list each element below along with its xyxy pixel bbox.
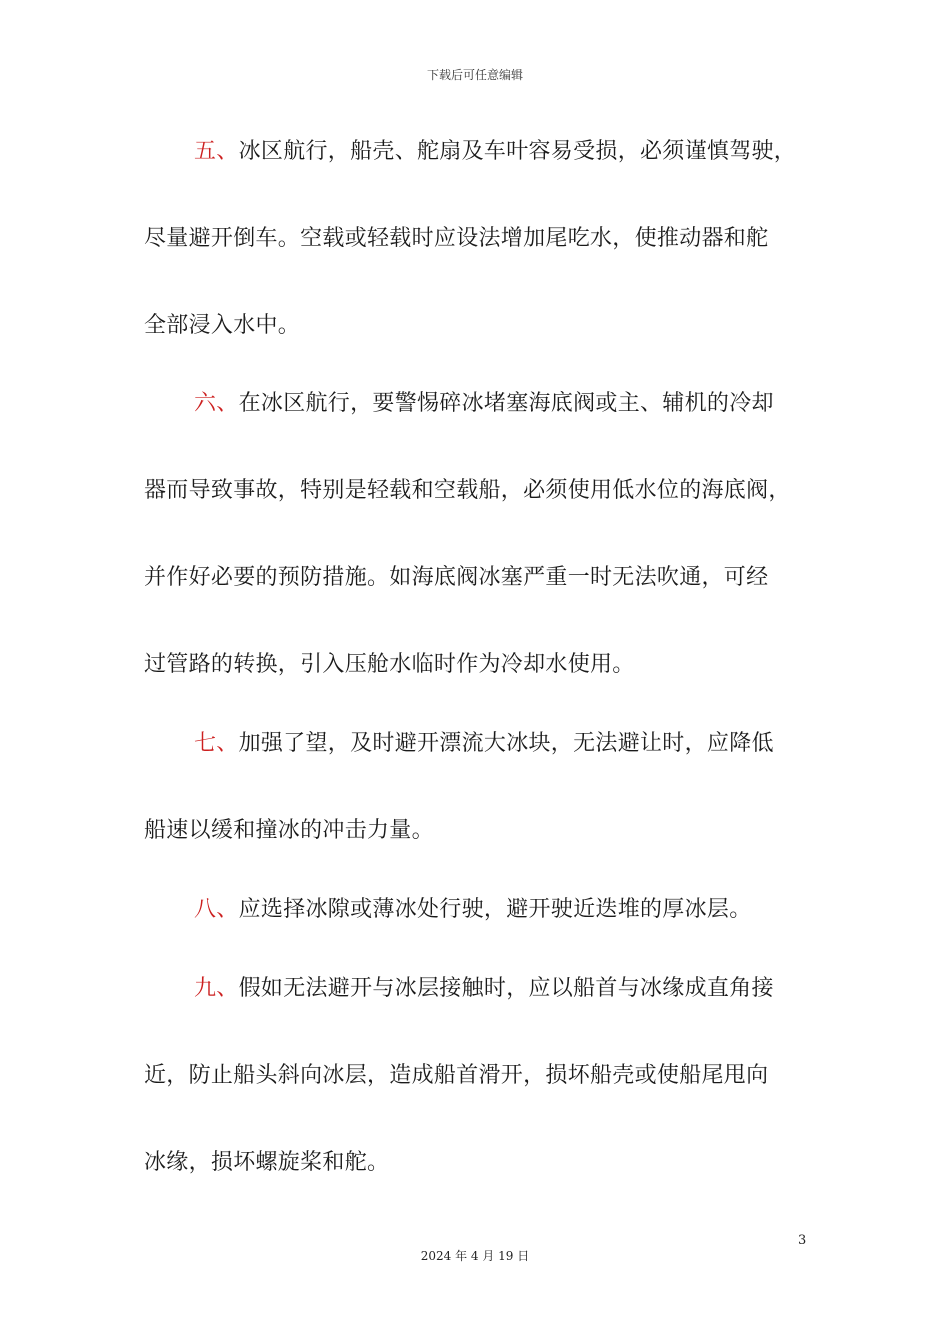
paragraph-7-line-1	[194, 722, 774, 766]
paragraph-6-line-1	[194, 382, 774, 426]
paragraph-number: 七、	[194, 731, 239, 756]
paragraph-5-line-3: 全部浸入水中。	[144, 313, 301, 338]
page-footer-date: 2024 年 4 月 19 日	[420, 1249, 530, 1263]
paragraph-5-line-1	[194, 130, 796, 174]
paragraph-9-line-2: 近，防止船头斜向冰层，造成船首滑开，损坏船壳或使船尾甩向	[144, 1063, 769, 1088]
paragraph-text: 假如无法避开与冰层接触时，应以船首与冰缘成直角接	[238, 976, 774, 1001]
paragraph-7-line-2: 船速以缓和撞冰的冲击力量。	[144, 818, 434, 843]
paragraph-8-line-1	[194, 888, 752, 932]
paragraph-6-line-3: 并作好必要的预防措施。如海底阀冰塞严重一时无法吹通，可经	[144, 565, 769, 590]
paragraph-number: 九、	[194, 976, 239, 1001]
paragraph-6-line-4: 过管路的转换，引入压舱水临时作为冷却水使用。	[144, 652, 635, 677]
paragraph-text: 冰区航行，船壳、舵扇及车叶容易受损，必须谨慎驾驶，	[238, 139, 797, 164]
page-header: 下载后可任意编辑	[426, 68, 523, 82]
page-number: 3	[798, 1233, 807, 1248]
paragraph-text: 在冰区航行，要警惕碎冰堵塞海底阀或主、辅机的冷却	[238, 391, 774, 416]
paragraph-text: 应选择冰隙或薄冰处行驶，避开驶近迭堆的厚冰层。	[238, 897, 752, 922]
paragraph-9-line-3: 冰缘，损坏螺旋桨和舵。	[144, 1150, 390, 1175]
paragraph-number: 五、	[194, 139, 239, 164]
paragraph-6-line-2: 器而导致事故，特别是轻载和空载船，必须使用低水位的海底阀，	[144, 478, 791, 503]
paragraph-text: 加强了望，及时避开漂流大冰块，无法避让时，应降低	[238, 731, 774, 756]
paragraph-9-line-1	[194, 967, 774, 1011]
paragraph-number: 八、	[194, 897, 239, 922]
paragraph-number: 六、	[194, 391, 239, 416]
paragraph-5-line-2: 尽量避开倒车。空载或轻载时应设法增加尾吃水，使推动器和舵	[144, 226, 769, 251]
